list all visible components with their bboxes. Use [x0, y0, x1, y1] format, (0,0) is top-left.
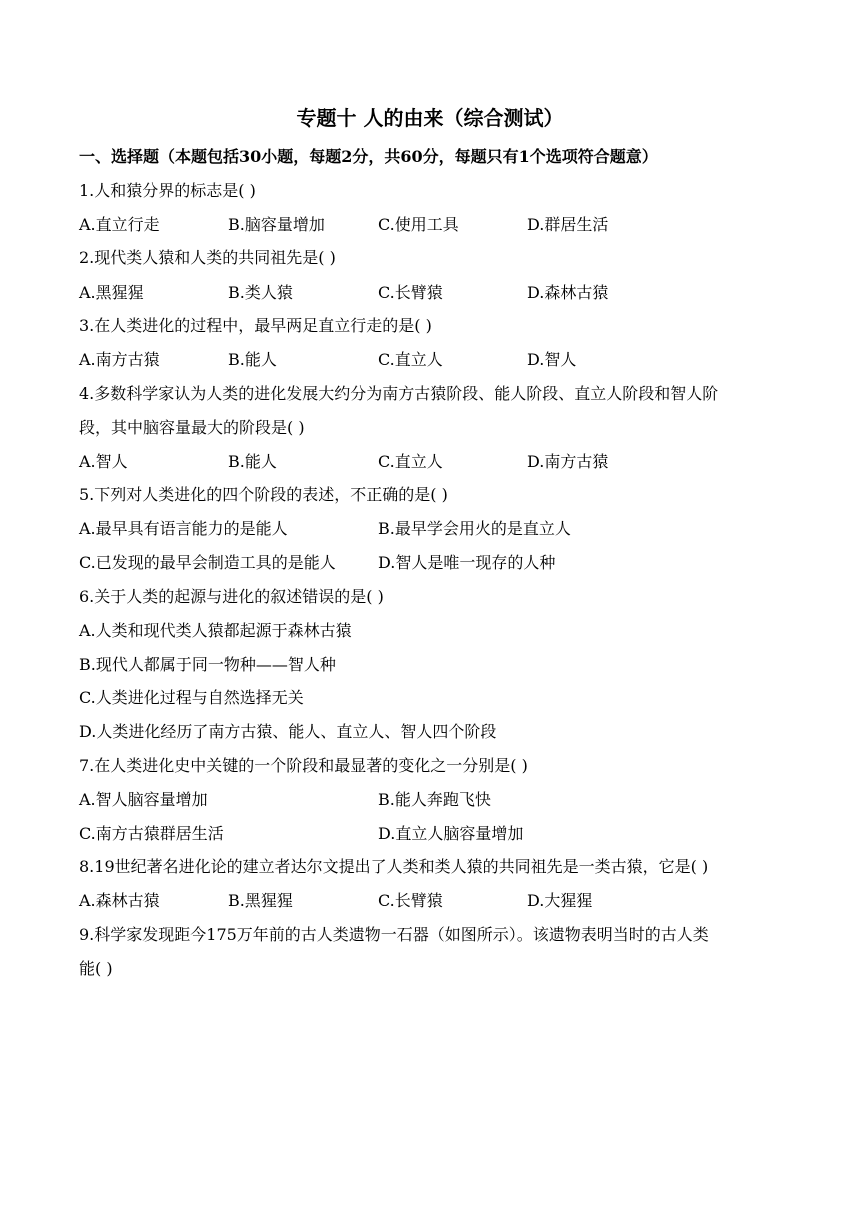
question-1-option-a: A.直立行走 — [79, 215, 160, 234]
question-7-option-a: A.智人脑容量增加 — [79, 790, 208, 809]
question-6-option-a: A.人类和现代类人猿都起源于森林古猿 — [79, 621, 352, 640]
question-5-option-b: B.最早学会用火的是直立人 — [378, 519, 571, 538]
question-6-option-b: B.现代人都属于同一物种——智人种 — [79, 655, 336, 674]
question-1-stem: 1.人和猿分界的标志是( ) — [79, 181, 256, 200]
page-title: 专题十 人的由来（综合测试） — [296, 106, 564, 130]
question-2-option-c: C.长臂猿 — [378, 283, 443, 302]
question-8-option-d: D.大猩猩 — [527, 891, 593, 910]
question-3-stem: 3.在人类进化的过程中，最早两足直立行走的是( ) — [79, 316, 432, 335]
question-8-stem: 8.19世纪著名进化论的建立者达尔文提出了人类和类人猿的共同祖先是一类古猿，它是( ) — [79, 857, 709, 876]
question-7-option-c: C.南方古猿群居生活 — [79, 824, 224, 843]
question-3-option-b: B.能人 — [228, 350, 277, 369]
question-8-option-b: B.黑猩猩 — [228, 891, 293, 910]
question-9-stem-continued: 能( ) — [79, 959, 113, 978]
section-heading: 一、选择题（本题包括30小题，每题2分，共60分，每题只有1个选项符合题意） — [79, 147, 658, 166]
question-1-option-c: C.使用工具 — [378, 215, 459, 234]
question-7-option-b: B.能人奔跑飞快 — [378, 790, 491, 809]
question-6-option-c: C.人类进化过程与自然选择无关 — [79, 688, 304, 707]
question-6-option-d: D.人类进化经历了南方古猿、能人、直立人、智人四个阶段 — [79, 722, 497, 741]
question-4-option-c: C.直立人 — [378, 452, 443, 471]
question-2-option-b: B.类人猿 — [228, 283, 293, 302]
question-4-option-a: A.智人 — [79, 452, 128, 471]
question-2-stem: 2.现代类人猿和人类的共同祖先是( ) — [79, 248, 336, 267]
question-3-option-d: D.智人 — [527, 350, 577, 369]
question-4-stem-continued: 段，其中脑容量最大的阶段是( ) — [79, 418, 305, 437]
question-5-option-a: A.最早具有语言能力的是能人 — [79, 519, 288, 538]
question-7-option-d: D.直立人脑容量增加 — [378, 824, 524, 843]
question-4-option-b: B.能人 — [228, 452, 277, 471]
question-1-option-d: D.群居生活 — [527, 215, 609, 234]
question-6-stem: 6.关于人类的起源与进化的叙述错误的是( ) — [79, 587, 384, 606]
question-3-option-a: A.南方古猿 — [79, 350, 160, 369]
question-4-stem: 4.多数科学家认为人类的进化发展大约分为南方古猿阶段、能人阶段、直立人阶段和智人阶 — [79, 384, 719, 403]
question-9-stem: 9.科学家发现距今175万年前的古人类遗物一石器（如图所示）。该遗物表明当时的古人类 — [79, 925, 709, 944]
question-7-stem: 7.在人类进化史中关键的一个阶段和最显著的变化之一分别是( ) — [79, 756, 528, 775]
question-8-option-c: C.长臂猿 — [378, 891, 443, 910]
question-2-option-d: D.森林古猿 — [527, 283, 609, 302]
question-5-option-c: C.已发现的最早会制造工具的是能人 — [79, 553, 336, 572]
question-4-option-d: D.南方古猿 — [527, 452, 609, 471]
question-3-option-c: C.直立人 — [378, 350, 443, 369]
question-1-option-b: B.脑容量增加 — [228, 215, 325, 234]
question-5-option-d: D.智人是唯一现存的人种 — [378, 553, 556, 572]
question-8-option-a: A.森林古猿 — [79, 891, 160, 910]
question-2-option-a: A.黑猩猩 — [79, 283, 144, 302]
question-5-stem: 5.下列对人类进化的四个阶段的表述，不正确的是( ) — [79, 485, 448, 504]
